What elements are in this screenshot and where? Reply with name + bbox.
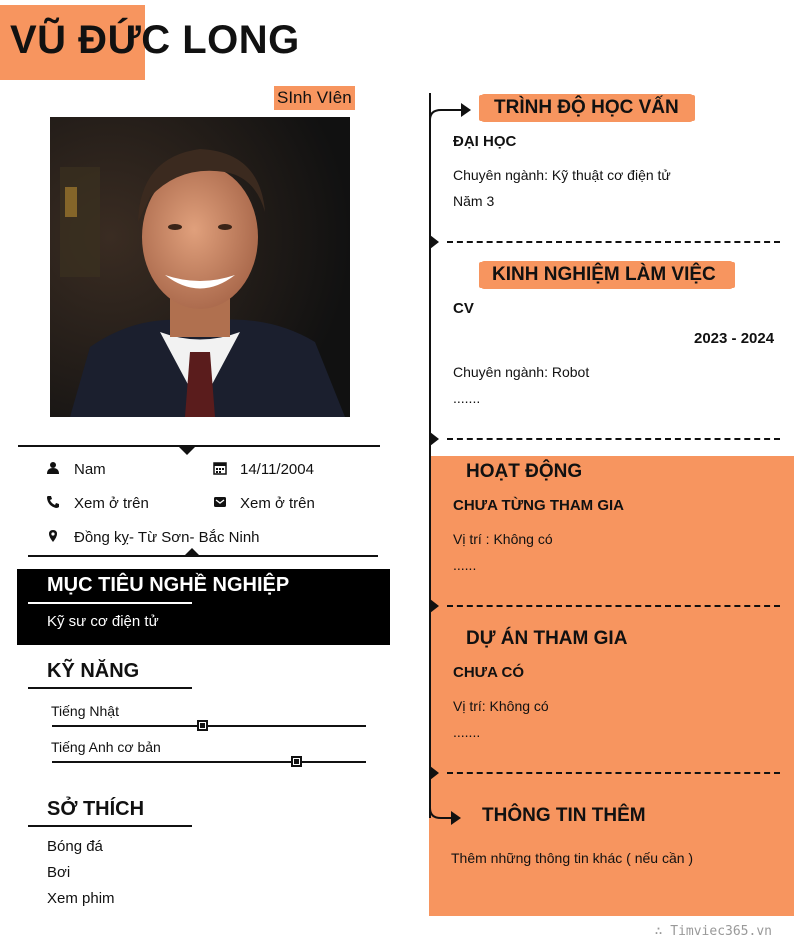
- timeline-marker: [430, 766, 439, 780]
- dashed-divider: [447, 438, 780, 440]
- projects-title: DỰ ÁN THAM GIA: [466, 628, 628, 649]
- dashed-divider: [447, 605, 780, 607]
- activities-status: CHƯA TỪNG THAM GIA: [453, 497, 624, 514]
- experience-more: .......: [453, 390, 481, 406]
- calendar-icon: [213, 461, 227, 475]
- gender-value: Nam: [74, 461, 106, 478]
- extra-text: Thêm những thông tin khác ( nếu cần ): [451, 850, 694, 866]
- hobby-item: Xem phim: [47, 890, 115, 907]
- dashed-divider: [447, 241, 780, 243]
- projects-more: .......: [453, 724, 481, 740]
- hobbies-underline: [28, 825, 192, 827]
- timeline-line: [429, 93, 431, 818]
- divider-bottom: [28, 555, 378, 557]
- candidate-role: SInh VIên: [274, 86, 355, 110]
- skills-underline: [28, 687, 192, 689]
- address-value: Đồng kỵ- Từ Sơn- Bắc Ninh: [74, 529, 260, 546]
- email-icon: [213, 495, 227, 509]
- education-title: TRÌNH ĐỘ HỌC VẤN: [494, 97, 679, 118]
- activities-title: HOẠT ĐỘNG: [466, 461, 583, 482]
- location-pin-icon: [46, 529, 60, 543]
- objective-text: Kỹ sư cơ điện tử: [47, 613, 159, 630]
- skills-title: KỸ NĂNG: [47, 660, 140, 682]
- hobby-item: Bơi: [47, 864, 71, 881]
- experience-title: KINH NGHIỆM LÀM VIỆC: [492, 264, 716, 285]
- timeline-marker: [430, 432, 439, 446]
- hobbies-title: SỞ THÍCH: [47, 798, 145, 820]
- experience-period: 2023 - 2024: [694, 330, 775, 347]
- education-major: Chuyên ngành: Kỹ thuật cơ điện tử: [453, 167, 671, 183]
- phone-icon: [46, 495, 60, 509]
- skill-track: [52, 761, 366, 763]
- education-school: ĐẠI HỌC: [453, 133, 517, 150]
- objective-title: MỤC TIÊU NGHỀ NGHIỆP: [47, 574, 290, 596]
- activities-position: Vị trí : Không có: [453, 531, 553, 547]
- experience-company: CV: [453, 300, 474, 317]
- watermark: ∴ Timviec365.vn: [654, 924, 772, 939]
- skill-level-knob: [197, 720, 208, 731]
- portrait-photo: [50, 117, 350, 417]
- pointer-down-icon: [179, 447, 195, 455]
- extra-title: THÔNG TIN THÊM: [482, 805, 646, 826]
- projects-status: CHƯA CÓ: [453, 664, 525, 681]
- skill-level-knob: [291, 756, 302, 767]
- divider-top: [18, 445, 380, 447]
- arrow-right-icon: [429, 98, 473, 127]
- candidate-name: VŨ ĐỨC LONG: [10, 18, 300, 62]
- email-value: Xem ở trên: [240, 495, 315, 512]
- objective-underline: [28, 602, 192, 604]
- arrow-right-icon: [429, 792, 465, 837]
- skill-label: Tiếng Nhật: [51, 703, 119, 719]
- timeline-marker: [430, 599, 439, 613]
- user-icon: [46, 461, 60, 475]
- projects-position: Vị trí: Không có: [453, 698, 549, 714]
- dashed-divider: [447, 772, 780, 774]
- timeline-marker: [430, 235, 439, 249]
- birthday-value: 14/11/2004: [240, 461, 314, 478]
- experience-major: Chuyên ngành: Robot: [453, 364, 590, 380]
- education-year: Năm 3: [453, 193, 495, 209]
- activities-panel: [429, 456, 794, 916]
- skill-track: [52, 725, 366, 727]
- hobby-item: Bóng đá: [47, 838, 103, 855]
- activities-more: ......: [453, 557, 477, 573]
- phone-value: Xem ở trên: [74, 495, 149, 512]
- skill-label: Tiếng Anh cơ bản: [51, 739, 161, 755]
